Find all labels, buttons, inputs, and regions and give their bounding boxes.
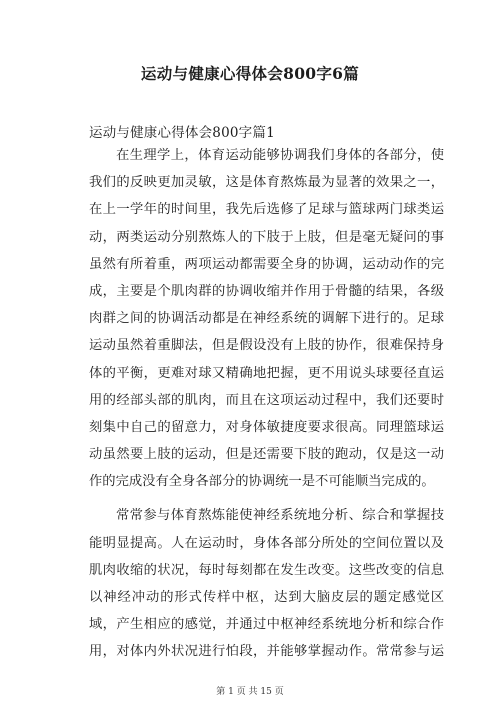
text-line: 作的完成没有全身各部分的协调统一是不可能顺当完成的。 xyxy=(89,474,435,490)
text-line: 常常参与体育熬炼能使神经系统地分析、综合和掌握技 xyxy=(116,508,444,524)
paragraph-gap xyxy=(89,495,444,502)
text-line: 在上一学年的时间里，我先后选修了足球与篮球两门球类运 xyxy=(89,202,444,218)
text-line: 能明显提高。人在运动时，身体各部分所处的空间位置以及 xyxy=(89,535,444,551)
paragraph-1 xyxy=(89,142,444,495)
page-footer: 第 1 页 共 15 页 xyxy=(216,687,284,697)
document-title: 运动与健康心得体会800字6篇 xyxy=(140,64,360,83)
text-line: 刻集中自己的留意力，对身体敏捷度要求很高。同理篮球运 xyxy=(89,419,444,435)
text-line: 动，两类运动分别熬炼人的下肢于上肢，但是毫无疑问的事 xyxy=(89,229,444,245)
text-line: 动虽然要上肢的运动，但是还需要下肢的跑动，仅是这一动 xyxy=(89,447,444,463)
text-line: 肌肉收缩的状况，每时每刻都在发生改变。这些改变的信息 xyxy=(89,562,444,578)
text-line: 肉群之间的协调活动都是在神经系统的调解下进行的。足球 xyxy=(89,311,444,327)
paragraph-2 xyxy=(89,502,444,665)
section-heading: 运动与健康心得体会800字篇1 xyxy=(89,125,275,141)
document-body xyxy=(89,142,444,666)
text-line: 域，产生相应的感觉，并通过中枢神经系统地分析和综合作 xyxy=(89,617,444,633)
text-line: 运动虽然着重脚法，但是假设没有上肢的协作，很难保持身 xyxy=(89,338,444,354)
text-line: 用，对体内外状况进行怕段，并能够掌握动作。常常参与运 xyxy=(89,644,444,660)
text-line: 虽然有所着重，两项运动都需要全身的协调，运动动作的完 xyxy=(89,256,444,272)
text-line: 成，主要是个肌肉群的协调收缩并作用于骨髓的结果，各级 xyxy=(89,283,444,299)
text-line: 用的经部头部的肌肉，而且在这项运动过程中，我们还要时 xyxy=(89,392,444,408)
text-line: 我们的反映更加灵敏，这是体育熬炼最为显著的效果之一， xyxy=(89,175,444,191)
text-line: 体的平衡，更难对球又精确地把握，更不用说头球要径直运 xyxy=(89,365,444,381)
text-line: 在生理学上，体育运动能够协调我们身体的各部分，使 xyxy=(116,148,444,163)
text-line: 以神经冲动的形式传样中枢，达到大脑皮层的题定感觉区 xyxy=(89,590,444,605)
